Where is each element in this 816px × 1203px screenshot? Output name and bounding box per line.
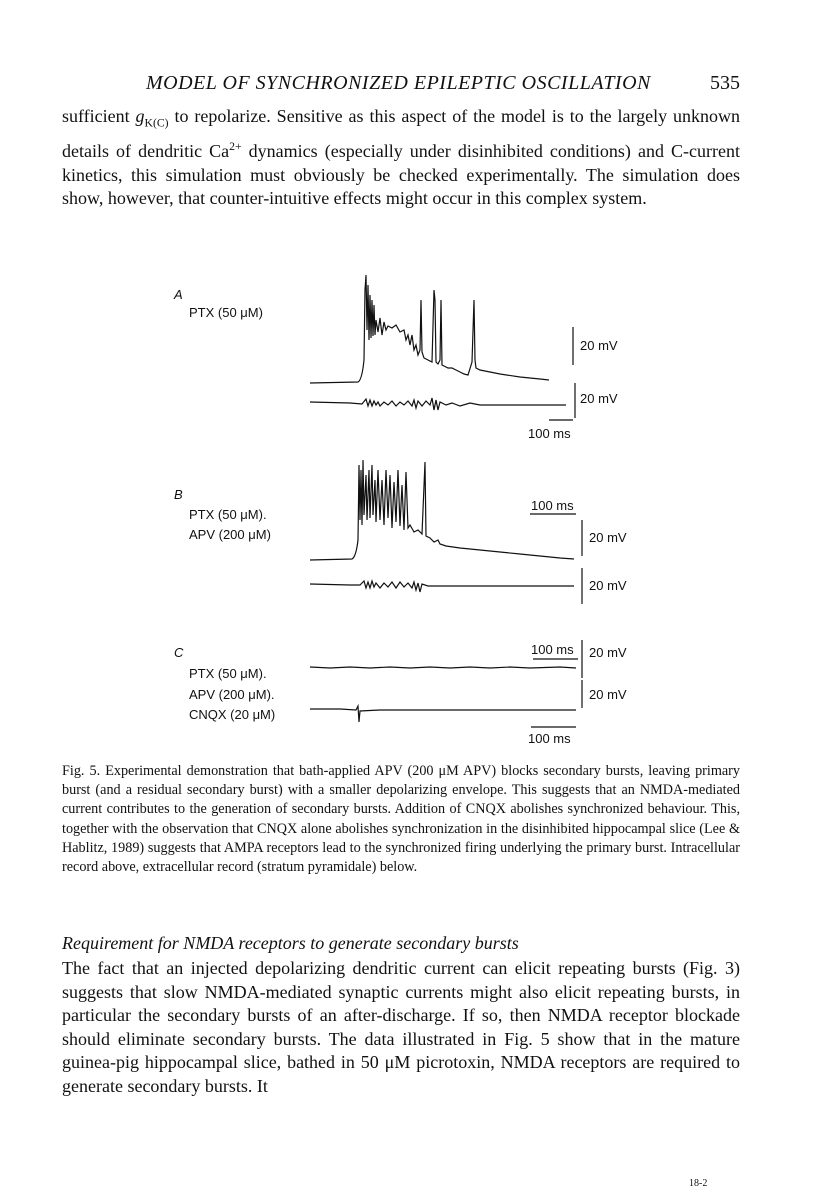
paragraph-top-text-3: dynamics (especially under disinhibited conditions) and C-current kinetics, this simulation must obviously be checked experimentally. The simulation does show, however, that counter-intuitive effects might occur in this complex system. xyxy=(62,141,740,209)
panel-b-condition-1: PTX (50 μM). xyxy=(189,507,267,522)
footer-mark: 18-2 xyxy=(689,1178,708,1189)
panel-c-time-scale-label-bottom: 100 ms xyxy=(528,731,571,746)
conductance-subscript: K(C) xyxy=(144,116,169,130)
conductance-symbol: g xyxy=(135,106,145,126)
panel-c-extracellular-trace xyxy=(310,706,576,722)
page-number: 535 xyxy=(710,72,740,94)
panel-c-intracellular-scale-label: 20 mV xyxy=(589,645,627,660)
panel-c-condition-1: PTX (50 μM). xyxy=(189,666,267,681)
panel-c-extracellular-scale-label: 20 mV xyxy=(589,687,627,702)
panel-c-intracellular-trace xyxy=(310,667,576,668)
panel-c-time-scale-label-top: 100 ms xyxy=(531,642,574,657)
paragraph-top-text-2: to repolarize. Sensitive as this aspect of the model is to the largely unknown details of dendritic Ca xyxy=(62,106,741,162)
panel-b-letter: B xyxy=(174,487,183,502)
panel-c-condition-2: APV (200 μM). xyxy=(189,687,275,702)
panel-a-letter: A xyxy=(174,287,183,302)
figure-caption: Fig. 5. Experimental demonstration that bath-applied APV (200 μM APV) blocks secondary bursts, leaving primary burst (and a residual secondary burst) with a smaller depolarizing envelope. This suggests that an NMDA-mediated current contributes to the generation of secondary bursts. Addition of CNQX abolishes synchronized behaviour. This, together with the observation that CNQX alone abolishes synchronization in the disinhibited hippocampal slice (Lee & Hablitz, 1989) suggests that AMPA receptors lead to the synchronized firing underlying the primary burst. Intracellular record above, extracellular record (stratum pyramidale) below. xyxy=(62,763,740,876)
panel-b-time-scale-label: 100 ms xyxy=(531,498,574,513)
panel-b-extracellular-scale-label: 20 mV xyxy=(589,578,627,593)
calcium-superscript: 2+ xyxy=(229,140,242,154)
panel-b-extracellular-trace xyxy=(310,581,574,592)
panel-a-intracellular-trace xyxy=(310,275,549,383)
paragraph-bottom-text: The fact that an injected depolarizing dendritic current can elicit repeating bursts (Fig. 3) suggests that slow NMDA-mediated synaptic currents might also elicit repeating bursts, in particular the secondary bursts of an after-discharge. If so, then NMDA receptor blockade should eliminate secondary bursts. The data illustrated in Fig. 5 show that in the mature guinea-pig hippocampal slice, bathed in 50 μM picrotoxin, NMDA receptors are required to generate secondary bursts. It xyxy=(62,958,740,1096)
panel-a-extracellular-scale-label: 20 mV xyxy=(580,391,618,406)
paragraph-bottom xyxy=(62,957,740,1098)
panel-c-condition-3: CNQX (20 μM) xyxy=(189,707,276,722)
running-title: MODEL OF SYNCHRONIZED EPILEPTIC OSCILLATION xyxy=(146,72,651,94)
section-heading: Requirement for NMDA receptors to generate secondary bursts xyxy=(62,933,519,953)
panel-a-extracellular-trace xyxy=(310,398,566,410)
panel-a-time-scale-label: 100 ms xyxy=(528,426,571,441)
panel-a-intracellular-scale-label: 20 mV xyxy=(580,338,618,353)
panel-c-letter: C xyxy=(174,645,184,660)
panel-b-intracellular-scale-label: 20 mV xyxy=(589,530,627,545)
panel-a-condition-1: PTX (50 μM) xyxy=(189,305,263,320)
panel-b-condition-2: APV (200 μM) xyxy=(189,527,271,542)
paragraph-top-text-1: sufficient xyxy=(62,106,136,126)
